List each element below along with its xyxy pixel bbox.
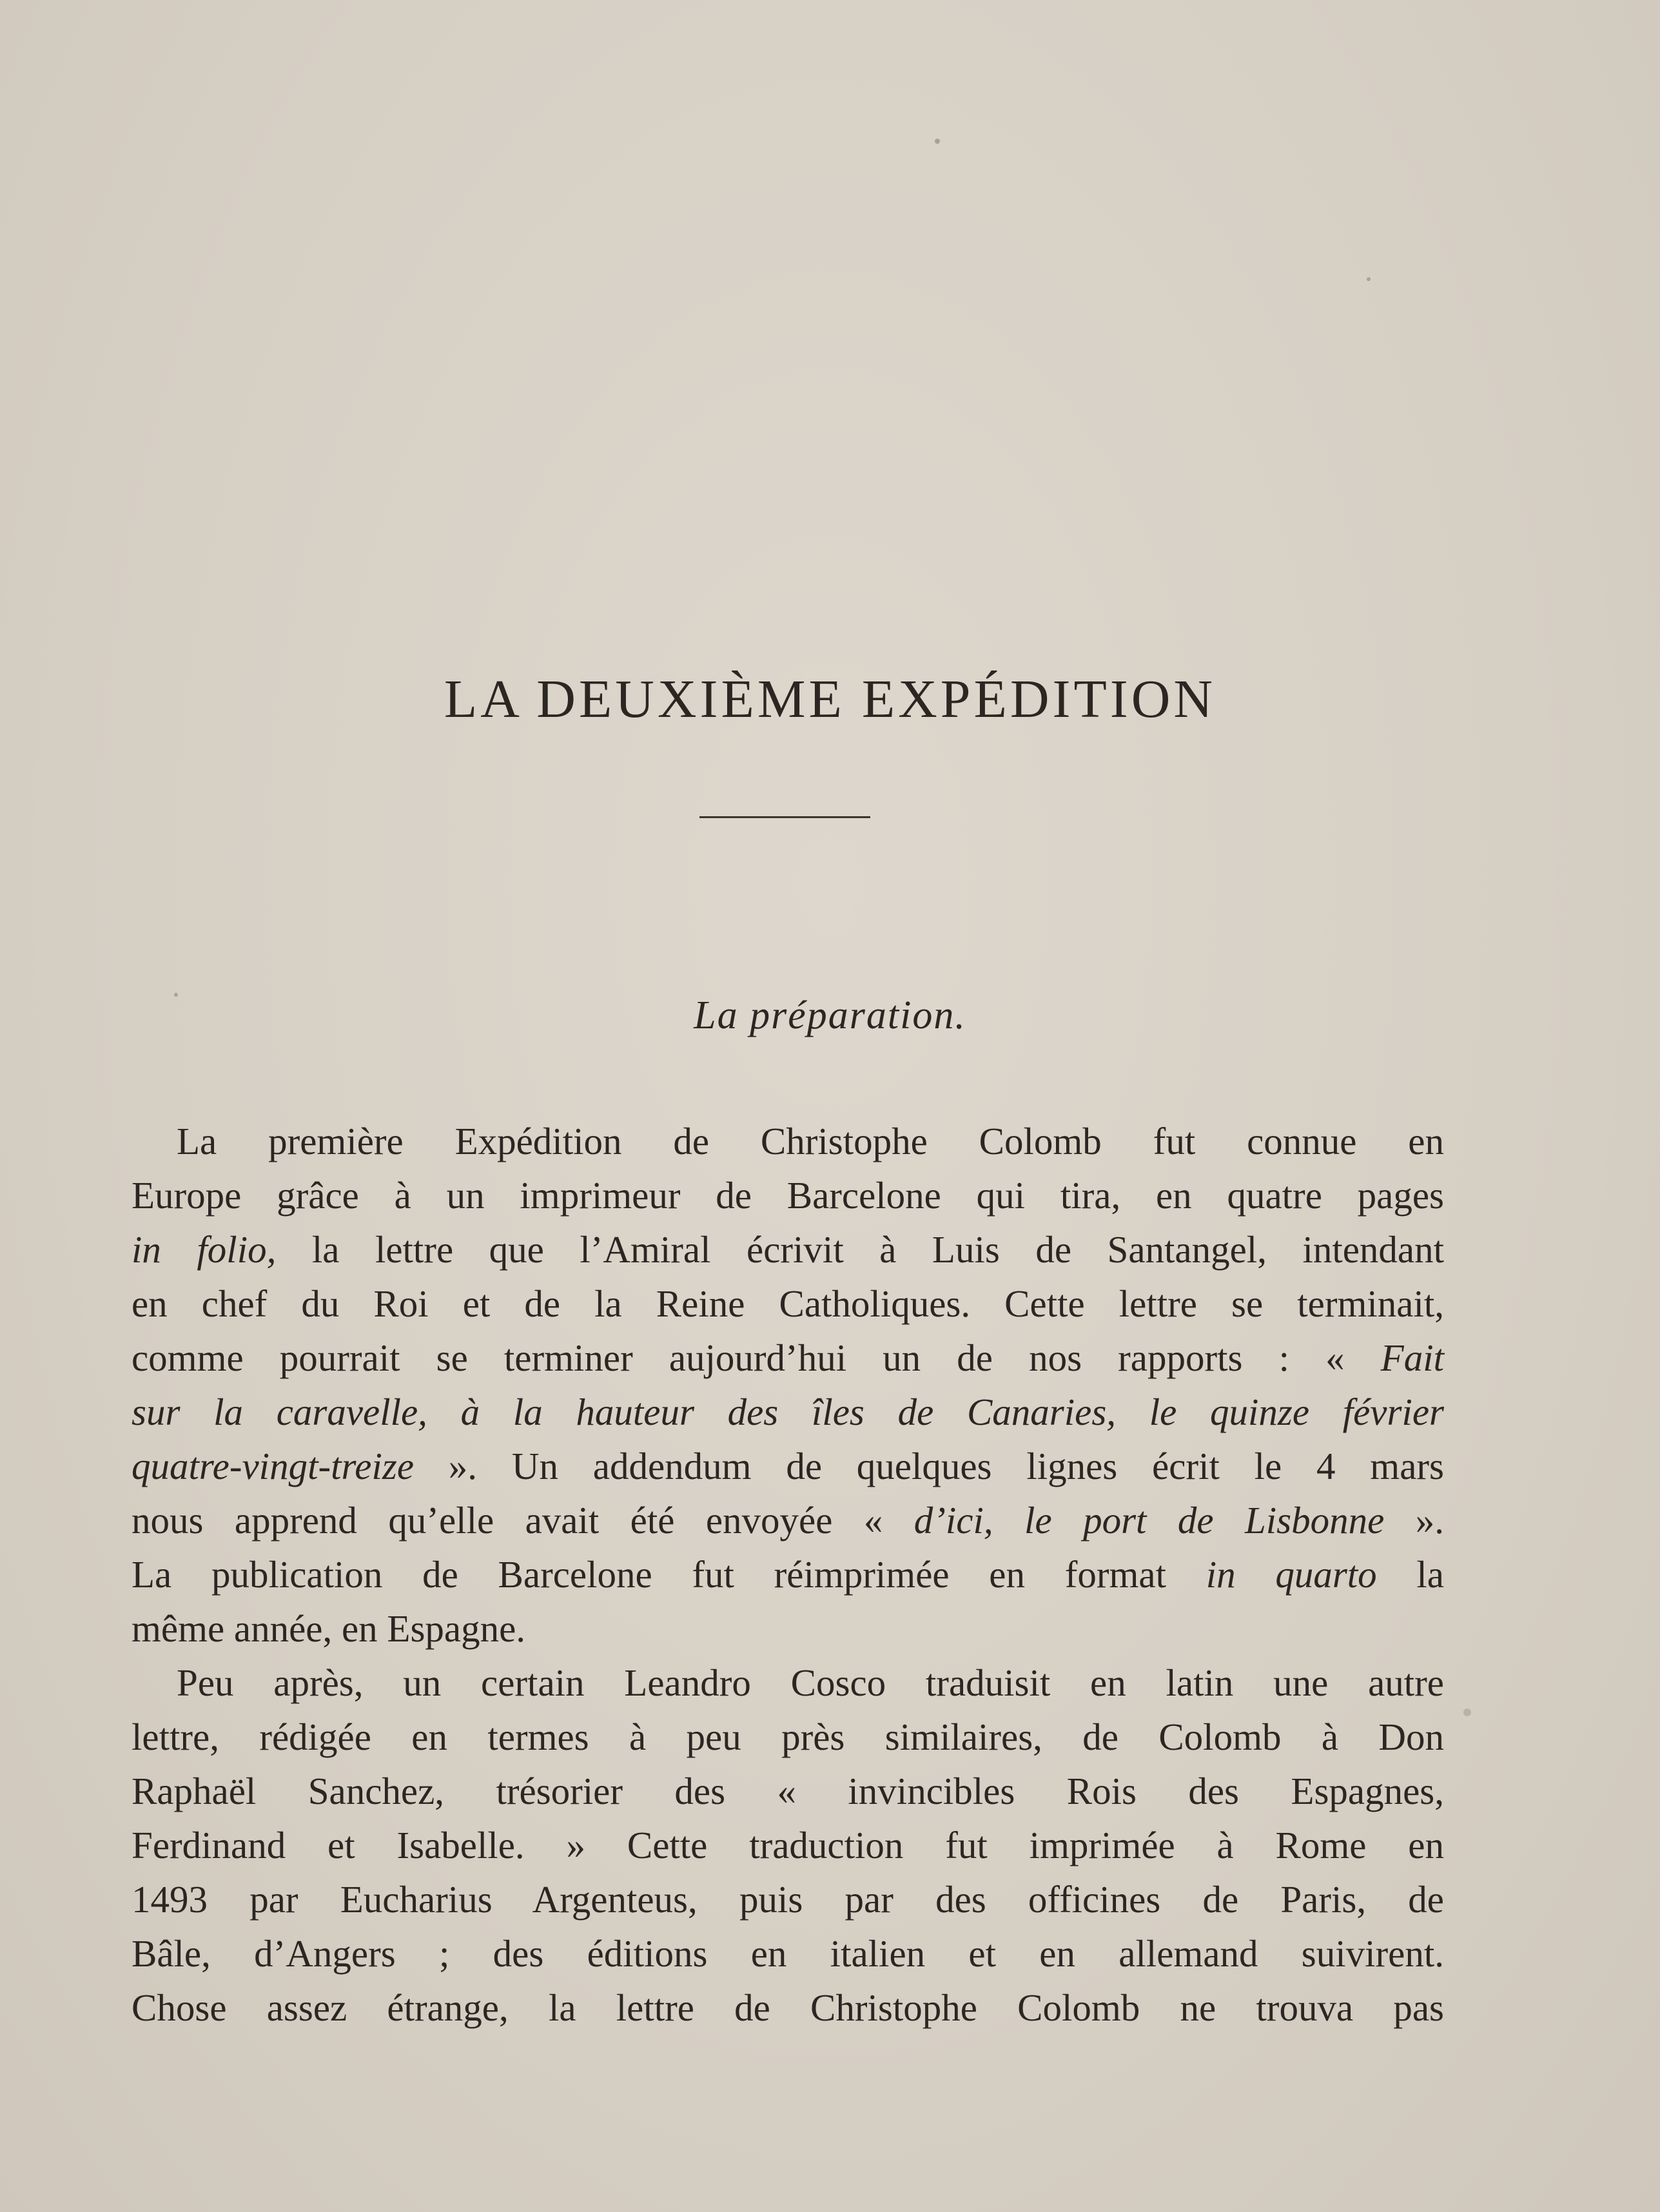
paper-speck bbox=[935, 139, 940, 144]
text-segment: en chef du Roi et de la Reine Catholiques. Cette lettre se terminait, bbox=[132, 1282, 1444, 1325]
text-segment: la bbox=[1376, 1553, 1444, 1596]
text-segment: ». bbox=[1384, 1499, 1445, 1542]
italic-text: quatre-vingt-treize bbox=[132, 1445, 415, 1487]
italic-text: sur la caravelle, à la hauteur des îles de Canaries, le quinze février bbox=[132, 1391, 1444, 1433]
text-segment: Ferdinand et Isabelle. » Cette traduction fut imprimée à Rome en bbox=[132, 1824, 1444, 1866]
text-line bbox=[132, 1385, 1444, 1439]
text-line bbox=[132, 1114, 1444, 1168]
text-segment: 1493 par Eucharius Argenteus, puis par des officines de Paris, de bbox=[132, 1878, 1444, 1921]
text-segment: ». Un addendum de quelques lignes écrit le 4 mars bbox=[414, 1445, 1444, 1487]
text-line bbox=[132, 1277, 1444, 1331]
text-line bbox=[132, 1764, 1444, 1818]
text-line bbox=[132, 1926, 1444, 1981]
text-segment: Europe grâce à un imprimeur de Barcelone qui tira, en quatre pages bbox=[132, 1174, 1444, 1217]
italic-text: in quarto bbox=[1206, 1553, 1377, 1596]
text-line bbox=[132, 1818, 1444, 1872]
text-line bbox=[132, 1439, 1444, 1493]
text-segment: comme pourrait se terminer aujourd’hui un de nos rapports : « bbox=[132, 1336, 1381, 1379]
text-segment: Peu après, un certain Leandro Cosco traduisit en latin une autre bbox=[177, 1661, 1444, 1704]
italic-text: d’ici, le port de Lisbonne bbox=[913, 1499, 1385, 1542]
text-segment: Raphaël Sanchez, trésorier des « invincibles Rois des Espagnes, bbox=[132, 1770, 1444, 1812]
text-segment: La publication de Barcelone fut réimprimée en format bbox=[132, 1553, 1206, 1596]
text-segment: Chose assez étrange, la lettre de Christophe Colomb ne trouva pas bbox=[132, 1986, 1444, 2029]
text-segment: nous apprend qu’elle avait été envoyée « bbox=[132, 1499, 914, 1542]
text-segment: la lettre que l’Amiral écrivit à Luis de Santangel, intendant bbox=[276, 1228, 1445, 1271]
paper-speck bbox=[1367, 277, 1371, 281]
text-line bbox=[132, 1872, 1444, 1926]
chapter-title: LA DEUXIÈME EXPÉDITION bbox=[444, 669, 1216, 729]
italic-text: Fait bbox=[1380, 1336, 1444, 1379]
text-line bbox=[132, 1601, 1444, 1656]
text-line bbox=[132, 1547, 1444, 1601]
text-segment: La première Expédition de Christophe Colomb fut connue en bbox=[177, 1120, 1444, 1162]
section-subtitle: La préparation. bbox=[694, 993, 966, 1037]
text-line bbox=[132, 1493, 1444, 1547]
text-line bbox=[132, 1981, 1444, 2035]
text-line bbox=[132, 1222, 1444, 1277]
italic-text: in folio, bbox=[132, 1228, 277, 1271]
paper-speck bbox=[1463, 1708, 1471, 1716]
text-line bbox=[132, 1331, 1444, 1385]
text-segment: Bâle, d’Angers ; des éditions en italien et en allemand suivirent. bbox=[132, 1932, 1444, 1975]
text-segment: lettre, rédigée en termes à peu près similaires, de Colomb à Don bbox=[132, 1716, 1444, 1758]
text-line bbox=[132, 1168, 1444, 1222]
body-text bbox=[132, 1114, 1444, 2035]
text-line bbox=[132, 1710, 1444, 1764]
text-line bbox=[132, 1656, 1444, 1710]
text-segment: même année, en Espagne. bbox=[132, 1607, 526, 1650]
title-divider bbox=[699, 816, 870, 818]
